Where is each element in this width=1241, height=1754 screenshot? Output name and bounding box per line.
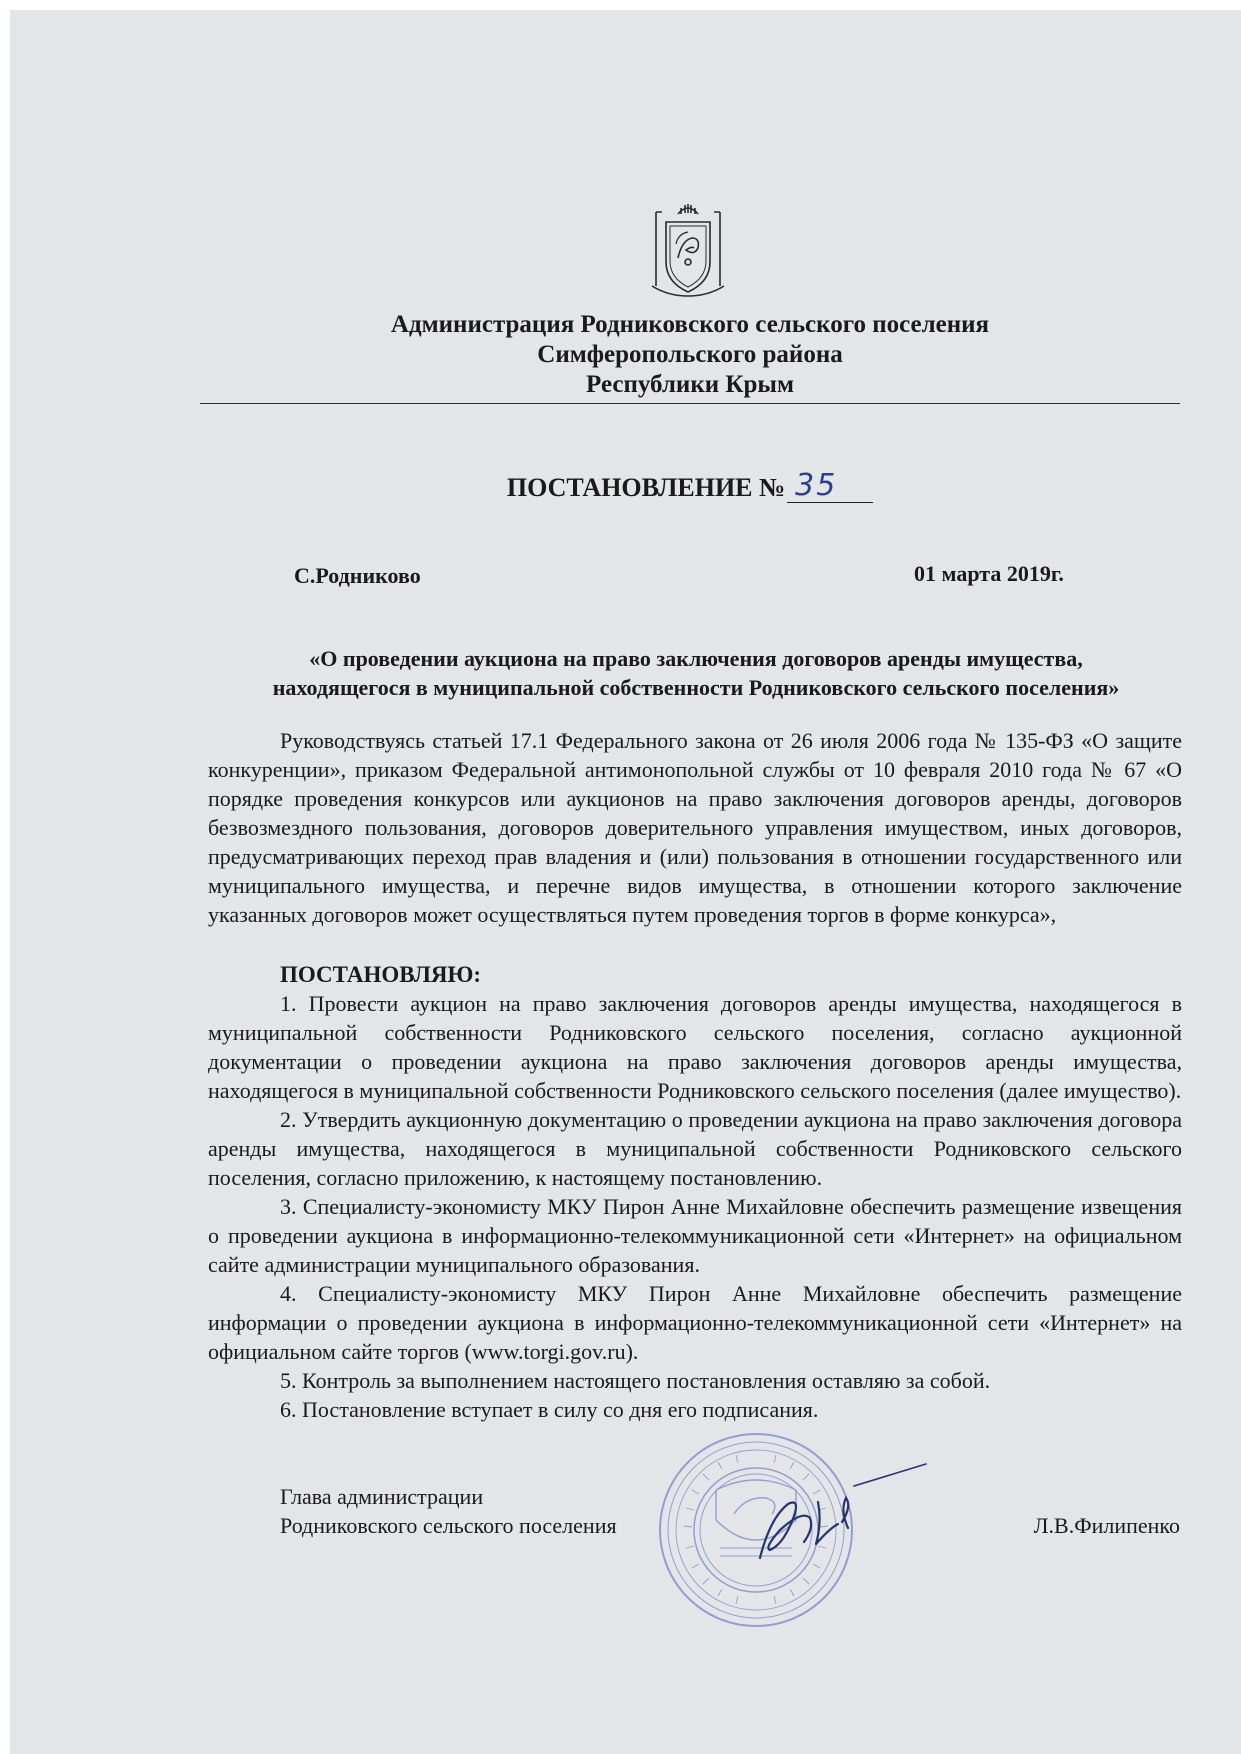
subject-line-1: «О проведении аукциона на право заключения договоров аренды имущества, bbox=[309, 646, 1083, 671]
decree-item-5: 5. Контроль за выполнением настоящего постановления оставляю за собой. bbox=[280, 1368, 991, 1393]
document-place: С.Родниково bbox=[294, 563, 421, 588]
document-subject bbox=[206, 644, 1186, 702]
subject-line-2: находящегося в муниципальной собственности Родниковского сельского поселения» bbox=[272, 675, 1120, 700]
document-title bbox=[200, 468, 1180, 503]
document-body bbox=[208, 726, 1182, 1424]
header-divider bbox=[200, 403, 1180, 404]
document-date: 01 марта 2019г. bbox=[914, 561, 1064, 586]
organization-header bbox=[200, 310, 1180, 400]
decree-item-3: 3. Специалисту-экономисту МКУ Пирон Анне Михайловне обеспечить размещение извещения о проведении аукциона в информационно-телекоммуникационной сети «Интернет» на официальном сайте администрации муниципального образования. bbox=[208, 1194, 1182, 1277]
document-page bbox=[10, 10, 1241, 1754]
signature-block bbox=[280, 1482, 1180, 1540]
number-underline bbox=[787, 468, 873, 503]
preamble-paragraph: Руководствуясь статьей 17.1 Федерального закона от 26 июля 2006 года № 135-ФЗ «О защите конкуренции», приказом Федеральной антимонопольной службы от 10 февраля 2010 года № 67 «О порядке проведения конкурсов или аукционов на право заключения договоров аренды, договоров безвозмездного пользования, договоров доверительного управления имуществом, иных договоров, предусматривающих переход прав владения и (или) пользования в отношении государственного или муниципального имущества, и перечне видов имущества, в отношении которого заключение указанных договоров может осуществляться путем проведения торгов в форме конкурса», bbox=[208, 728, 1182, 927]
decree-item-6: 6. Постановление вступает в силу со дня его подписания. bbox=[280, 1397, 819, 1422]
crimea-coat-of-arms-icon bbox=[648, 200, 728, 300]
signer-position-line-2: Родниковского сельского поселения bbox=[280, 1513, 617, 1538]
signer-name: Л.В.Филипенко bbox=[1033, 1513, 1180, 1538]
signer-position-line-1: Глава администрации bbox=[280, 1484, 484, 1509]
decree-heading: ПОСТАНОВЛЯЮ: bbox=[280, 962, 482, 987]
header-line-3: Республики Крым bbox=[586, 371, 794, 398]
document-number: 35 bbox=[795, 468, 838, 503]
header-line-1: Администрация Родниковского сельского поселения bbox=[390, 311, 990, 338]
decree-item-1: 1. Провести аукцион на право заключения договоров аренды имущества, находящегося в муниципальной собственности Родниковского сельского поселения, согласно аукционной документации о проведении аукциона на право заключения договоров аренды имущества, находящегося в муниципальной собственности Родниковского сельского поселения (далее имущество). bbox=[208, 991, 1182, 1103]
decree-item-2: 2. Утвердить аукционную документацию о проведении аукциона на право заключения договора аренды имущества, находящегося в муниципальной собственности Родниковского сельского поселения, согласно приложению, к настоящему постановлению. bbox=[208, 1107, 1182, 1190]
title-prefix: ПОСТАНОВЛЕНИЕ № bbox=[506, 473, 786, 502]
decree-item-4: 4. Специалисту-экономисту МКУ Пирон Анне Михайловне обеспечить размещение информации о проведении аукциона в информационно-телекоммуникационной сети «Интернет» на официальном сайте торгов (www.torgi.gov.ru). bbox=[208, 1281, 1182, 1364]
header-line-2: Симферопольского района bbox=[537, 341, 843, 368]
